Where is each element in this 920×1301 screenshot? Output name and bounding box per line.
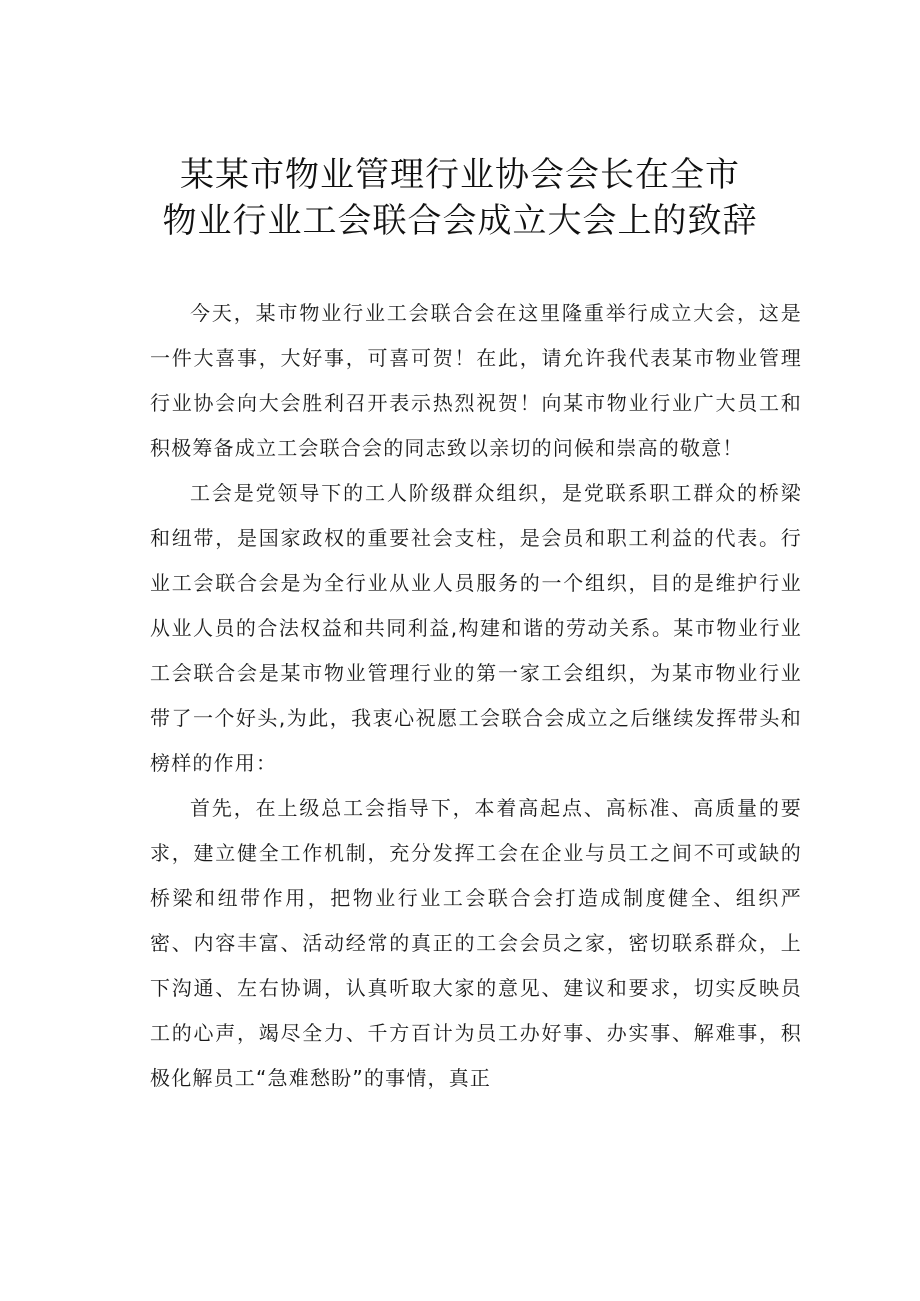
paragraph-3: 首先，在上级总工会指导下，本着高起点、高标准、高质量的要求，建立健全工作机制，充分发挥工会在企业与员工之间不可或缺的桥梁和纽带作用，把物业行业工会联合会打造成制度健全、组织严密、内容丰富、活动经常的真正的工会会员之家，密切联系群众，上下沟通、左右协调，认真听取大家的意见、建议和要求，切实反映员工的心声，竭尽全力、千方百计为员工办好事、办实事、解难事，积极化解员工“急难愁盼”的事情，真正: [150, 796, 802, 1090]
document-title: [0, 152, 920, 244]
title-line-2: 物业行业工会联合会成立大会上的致辞: [162, 201, 758, 241]
document-body: [150, 291, 802, 1101]
title-line-1: 某某市物业管理行业协会会长在全市: [180, 155, 740, 195]
paragraph-2: 工会是党领导下的工人阶级群众组织，是党联系职工群众的桥梁和纽带，是国家政权的重要社会支柱，是会员和职工利益的代表。行业工会联合会是为全行业从业人员服务的一个组织，目的是维护行业从业人员的合法权益和共同利益,构建和谐的劳动关系。某市物业行业工会联合会是某市物业管理行业的第一家工会组织，为某市物业行业带了一个好头,为此，我衷心祝愿工会联合会成立之后继续发挥带头和榜样的作用：: [150, 481, 802, 775]
paragraph-1: 今天，某市物业行业工会联合会在这里隆重举行成立大会，这是一件大喜事，大好事，可喜可贺！在此，请允许我代表某市物业管理行业协会向大会胜利召开表示热烈祝贺！向某市物业行业广大员工和积极筹备成立工会联合会的同志致以亲切的问候和崇高的敬意！: [150, 301, 802, 460]
